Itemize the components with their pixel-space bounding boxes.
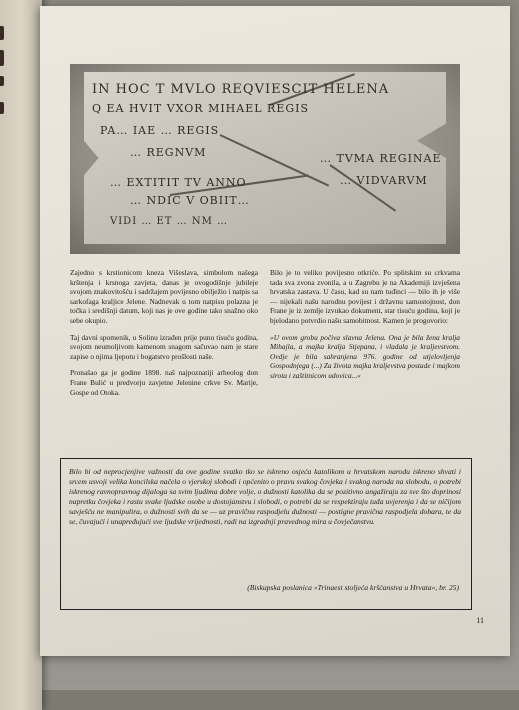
inscription-line: … TVMA REGINAE: [320, 152, 442, 165]
page-number: 11: [476, 616, 484, 625]
left-page-edge: [0, 0, 42, 710]
quotation-box: [60, 458, 472, 610]
paragraph: Bilo je to veliko povijesno otkriće. Po splitskim su crkvama tada sva zvona zvonila, a u Zagrebu je na Akademiji izvješena hrvatska zastava. U času, kad su nam tuđinci — bilo ih je više — nijekali našu narodnu povijest i državnu samostojnost, don Frane je iz zemlje izvukao dokument, star tisuću godina, koji je bjelodano potvrdio našu samobitnost. Kamen je progovorio:: [270, 268, 460, 325]
paragraph: Zajedno s krstionicom kneza Višeslava, simbolom našega krštenja i krsnoga zavjeta, danas je ovogodišnje jubileje svojom znakovitošću i sadržajem povijesno obilježio i natpis sa sarkofaga kraljice Jelene. Nadnevak u tom natpisu polazna je točka i središnji datum, koji nas je ove godine tako snažno oko sebe okupio.: [70, 268, 259, 325]
sarcophagus-photo: [70, 64, 460, 254]
box-source: (Biskupska poslanica »Trinaest stoljeća kršćanstva u Hrvata«, br. 25): [247, 583, 459, 592]
right-text-column: [270, 268, 460, 388]
inscription-line: VIDI … ET … NM …: [110, 216, 228, 227]
inscription-line: … EXTITIT TV ANNO: [110, 176, 247, 189]
inscription-line: PA… IAE … REGIS: [100, 124, 220, 137]
box-text: Bilo bi od neprocjenjive važnosti da ove godine svatko tko se iskreno osjeća katolikom u hrvatskom narodu iskreno shvati i srcem usvoji velika koncilska načela o vjerskoj slobodi i općenito o pravu svakog čovjeka i svakog naroda na slobodu, o potrebi iskrenog ravnopravnog dijaloga sa svim ljudima dobre volje, o dužnosti katolika da se pozitivno angažiraju za sve što doprinosi napretku čovjeka i rastu svake ljudske osobe u dostojanstvu i slobodi, o potrebi da se respektiraju tuđa uvjerenja i da se ničijom savješću ne manipulira, o dužnosti svih da se — uz pravičnu raspodjelu dužnosti — postigne pravična raspodjela dobara, te da se, čuvajući i unapređujući sve ljudske vrijednosti, radi na izgradnji pravednog mira u čovječanstvu.: [69, 467, 461, 526]
book-page: [40, 6, 510, 656]
inscription-line: … REGNVM: [130, 146, 207, 159]
inscription-line: IN HOC T MVLO REQVIESCIT HELENA: [92, 82, 390, 97]
paragraph: Pronašao ga je godine 1898. naš najpoznatiji arheolog don Frane Bulić u predvorju zavjetne Jeleninе crkve Sv. Marije, Gospe od Otoka.: [70, 368, 258, 397]
left-text-column: [70, 268, 258, 404]
inscription-line: … VIDVARVM: [340, 174, 428, 187]
inscription-line: Q EA HVIT VXOR MIHAEL REGIS: [92, 102, 310, 115]
sarcophagus-quote: »U ovom grobu počiva slavna Jelena. Ona je bila žena kralja Mihajla, a majka kralja Stjepana, i vladala je kraljevstvom. Ovdje je bila sahranjena 976. godine od utjelovljenja Gospodnjega (...) Za života majka kraljevstva postade i majkom sirota i zaštitnicom udovica...«: [270, 332, 460, 380]
paragraph: Taj davni spomenik, u Solinu izrađen prije punu tisuću godina, svojom neumoljivom kamenom snagom sačuvao nam je stare zapise o njima ljepotu i bogatstvo prošlosti naše.: [70, 332, 258, 361]
inscription-line: … NDIC V OBIIT…: [130, 194, 250, 207]
